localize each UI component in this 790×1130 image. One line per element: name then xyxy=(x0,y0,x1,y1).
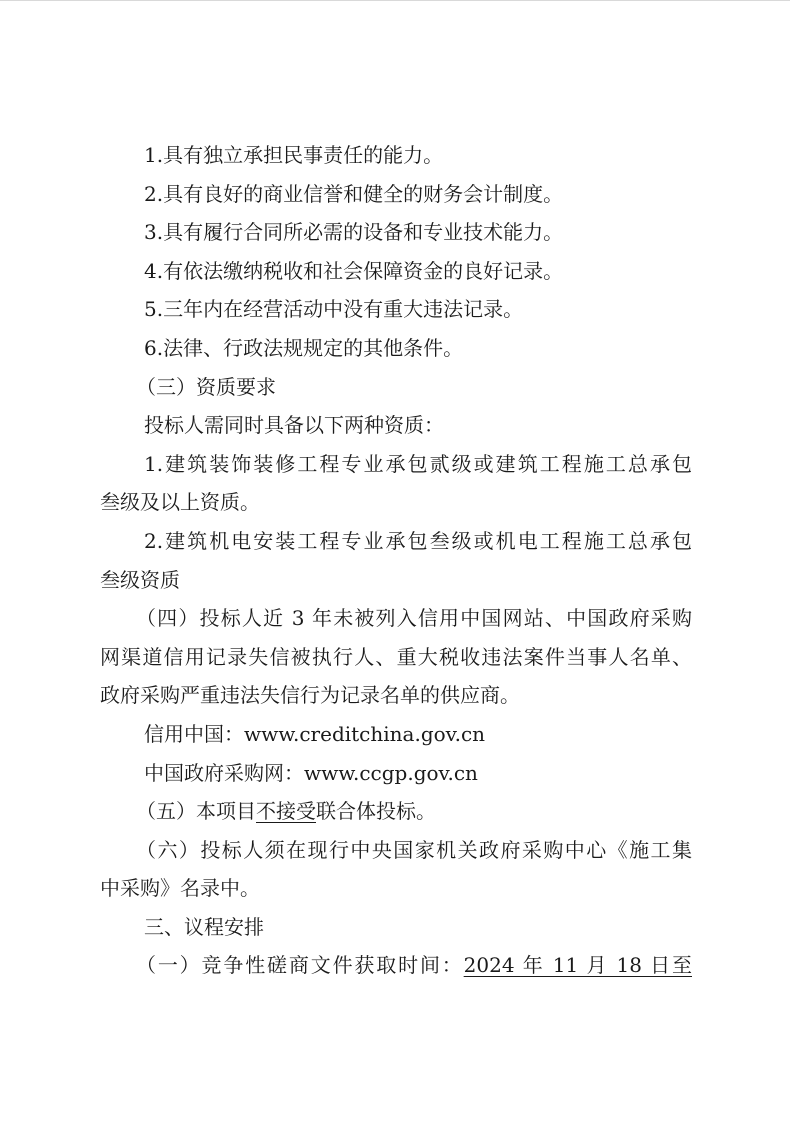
consortium-prefix: （五）本项目 xyxy=(136,799,256,824)
qualification-requirement-1-line-1: 1.建筑装饰装修工程专业承包贰级或建筑工程施工总承包 xyxy=(144,451,692,476)
section-consortium xyxy=(100,792,692,831)
agenda-item-1-prefix: （一）竞争性磋商文件获取时间： xyxy=(136,953,464,978)
credit-requirement-line-1: （四）投标人近 3 年未被列入信用中国网站、中国政府采购 xyxy=(136,606,692,631)
qualification-requirement-2-line-2: 叁级资质 xyxy=(100,567,180,592)
qualification-item-5: 5.三年内在经营活动中没有重大违法记录。 xyxy=(144,297,524,322)
qualification-intro: 投标人需同时具备以下两种资质： xyxy=(144,413,444,438)
qualification-item-3: 3.具有履行合同所必需的设备和专业技术能力。 xyxy=(144,220,564,245)
section-credit-requirement xyxy=(100,599,692,715)
agenda-item-1 xyxy=(100,946,692,985)
consortium-suffix: 联合体投标。 xyxy=(316,799,436,824)
qualification-item-6: 6.法律、行政法规规定的其他条件。 xyxy=(144,335,464,360)
document-body xyxy=(100,136,692,985)
qualification-item-1: 1.具有独立承担民事责任的能力。 xyxy=(144,143,444,167)
agenda-item-1-date: 2024 年 11 月 18 日至 xyxy=(463,953,692,978)
qualification-requirement-2 xyxy=(100,522,692,599)
qualification-requirement-1 xyxy=(100,445,692,522)
credit-requirement-line-2: 网渠道信用记录失信被执行人、重大税收违法案件当事人名单、 xyxy=(100,644,692,669)
ccgp-website: 中国政府采购网：www.ccgp.gov.cn xyxy=(144,760,478,785)
section-heading-qualification: （三）资质要求 xyxy=(136,374,276,399)
consortium-underlined: 不接受 xyxy=(256,799,316,824)
credit-china-website: 信用中国：www.creditchina.gov.cn xyxy=(144,721,486,746)
qualification-item-2: 2.具有良好的商业信誉和健全的财务会计制度。 xyxy=(144,181,564,206)
qualification-requirement-1-line-2: 叁级及以上资质。 xyxy=(100,490,260,515)
credit-requirement-line-3: 政府采购严重违法失信行为记录名单的供应商。 xyxy=(100,683,520,708)
qualification-requirement-2-line-1: 2.建筑机电安装工程专业承包叁级或机电工程施工总承包 xyxy=(144,528,692,553)
procurement-list-line-2: 中采购》名录中。 xyxy=(100,876,260,901)
qualification-item-4: 4.有依法缴纳税收和社会保障资金的良好记录。 xyxy=(144,258,564,283)
section-heading-agenda: 三、议程安排 xyxy=(144,914,264,939)
section-procurement-list xyxy=(100,831,692,908)
procurement-list-line-1: （六）投标人须在现行中央国家机关政府采购中心《施工集 xyxy=(136,837,692,862)
